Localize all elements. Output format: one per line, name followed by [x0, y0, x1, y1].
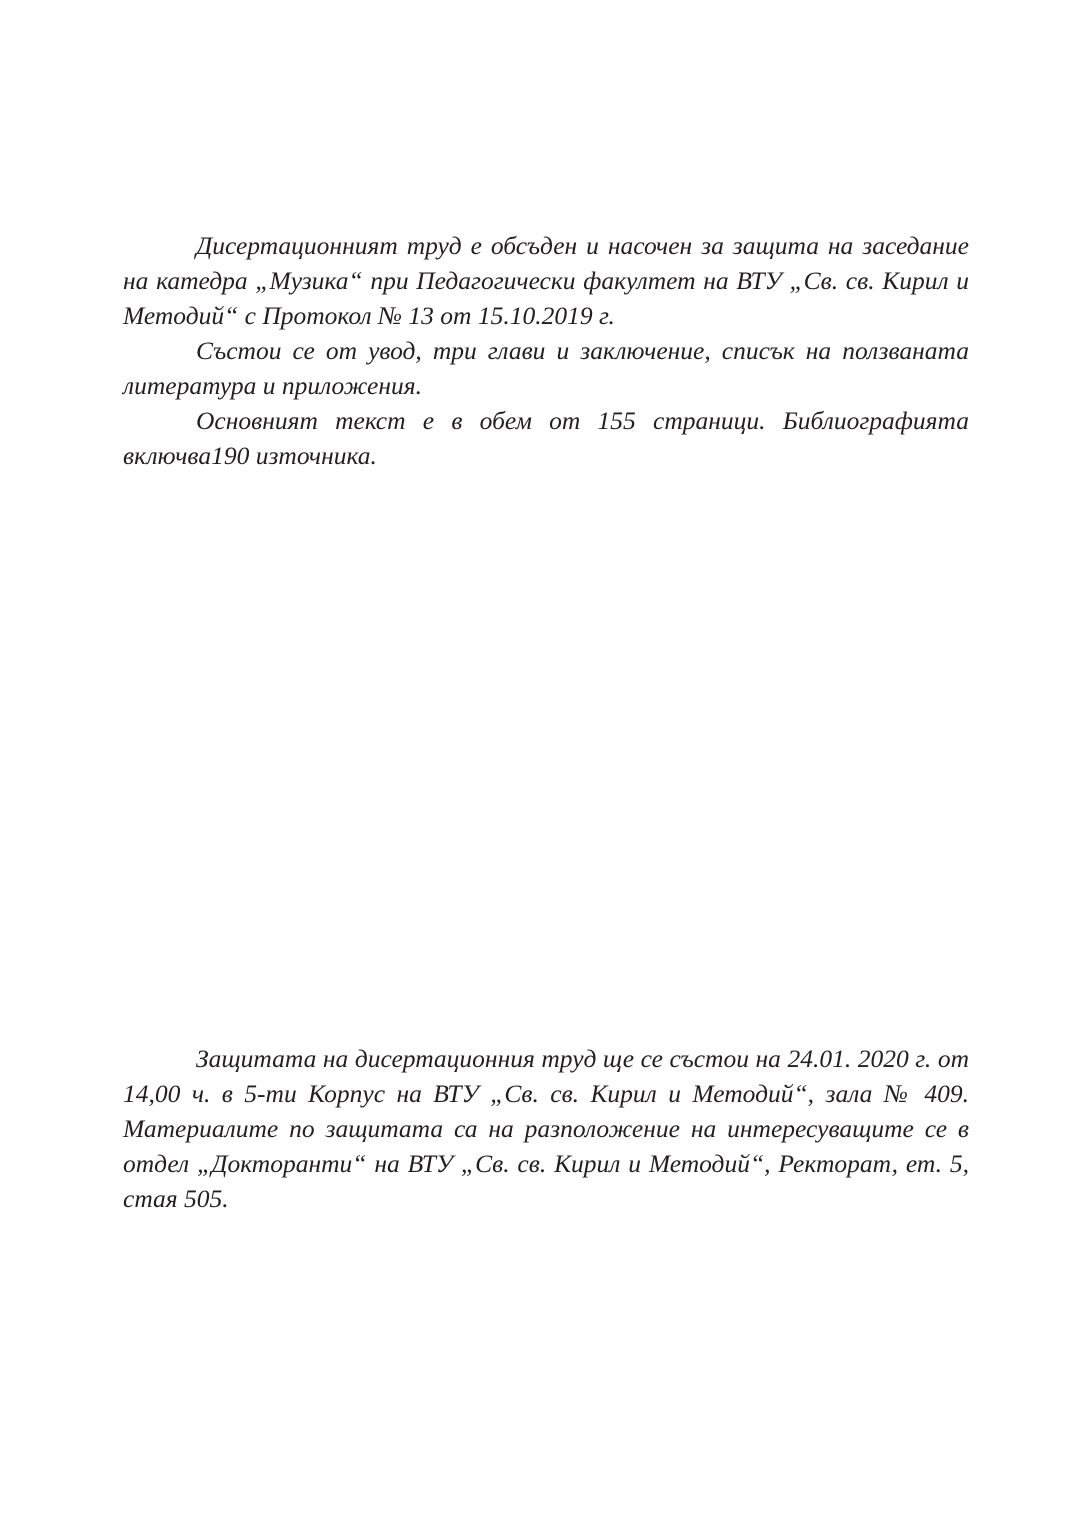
defense-info-section — [123, 1041, 969, 1216]
dissertation-discussion-paragraph: Дисертационният труд е обсъден и насочен за защита на заседание на катедра „Музика“ при Педагогически факултет на ВТУ „Св. св. Кирил и Методий“ с Протокол № 13 от 15.10.2019 г. — [123, 231, 969, 330]
dissertation-info-section — [123, 228, 969, 473]
defense-details-paragraph: Защитата на дисертационния труд ще се състои на 24.01. 2020 г. от 14,00 ч. в 5-ти Корпус на ВТУ „Св. св. Кирил и Методий“, зала № 409. Материалите по защитата са на разположение на интересуващите се в отдел „Докторанти“ на ВТУ „Св. св. Кирил и Методий“, Ректорат, ет. 5, стая 505. — [123, 1044, 969, 1213]
dissertation-volume-paragraph: Основният текст е в обем от 155 страници. Библиографията включва190 източника. — [123, 406, 969, 470]
dissertation-structure-paragraph: Състои се от увод, три глави и заключение, списък на ползваната литература и приложения. — [123, 336, 969, 400]
